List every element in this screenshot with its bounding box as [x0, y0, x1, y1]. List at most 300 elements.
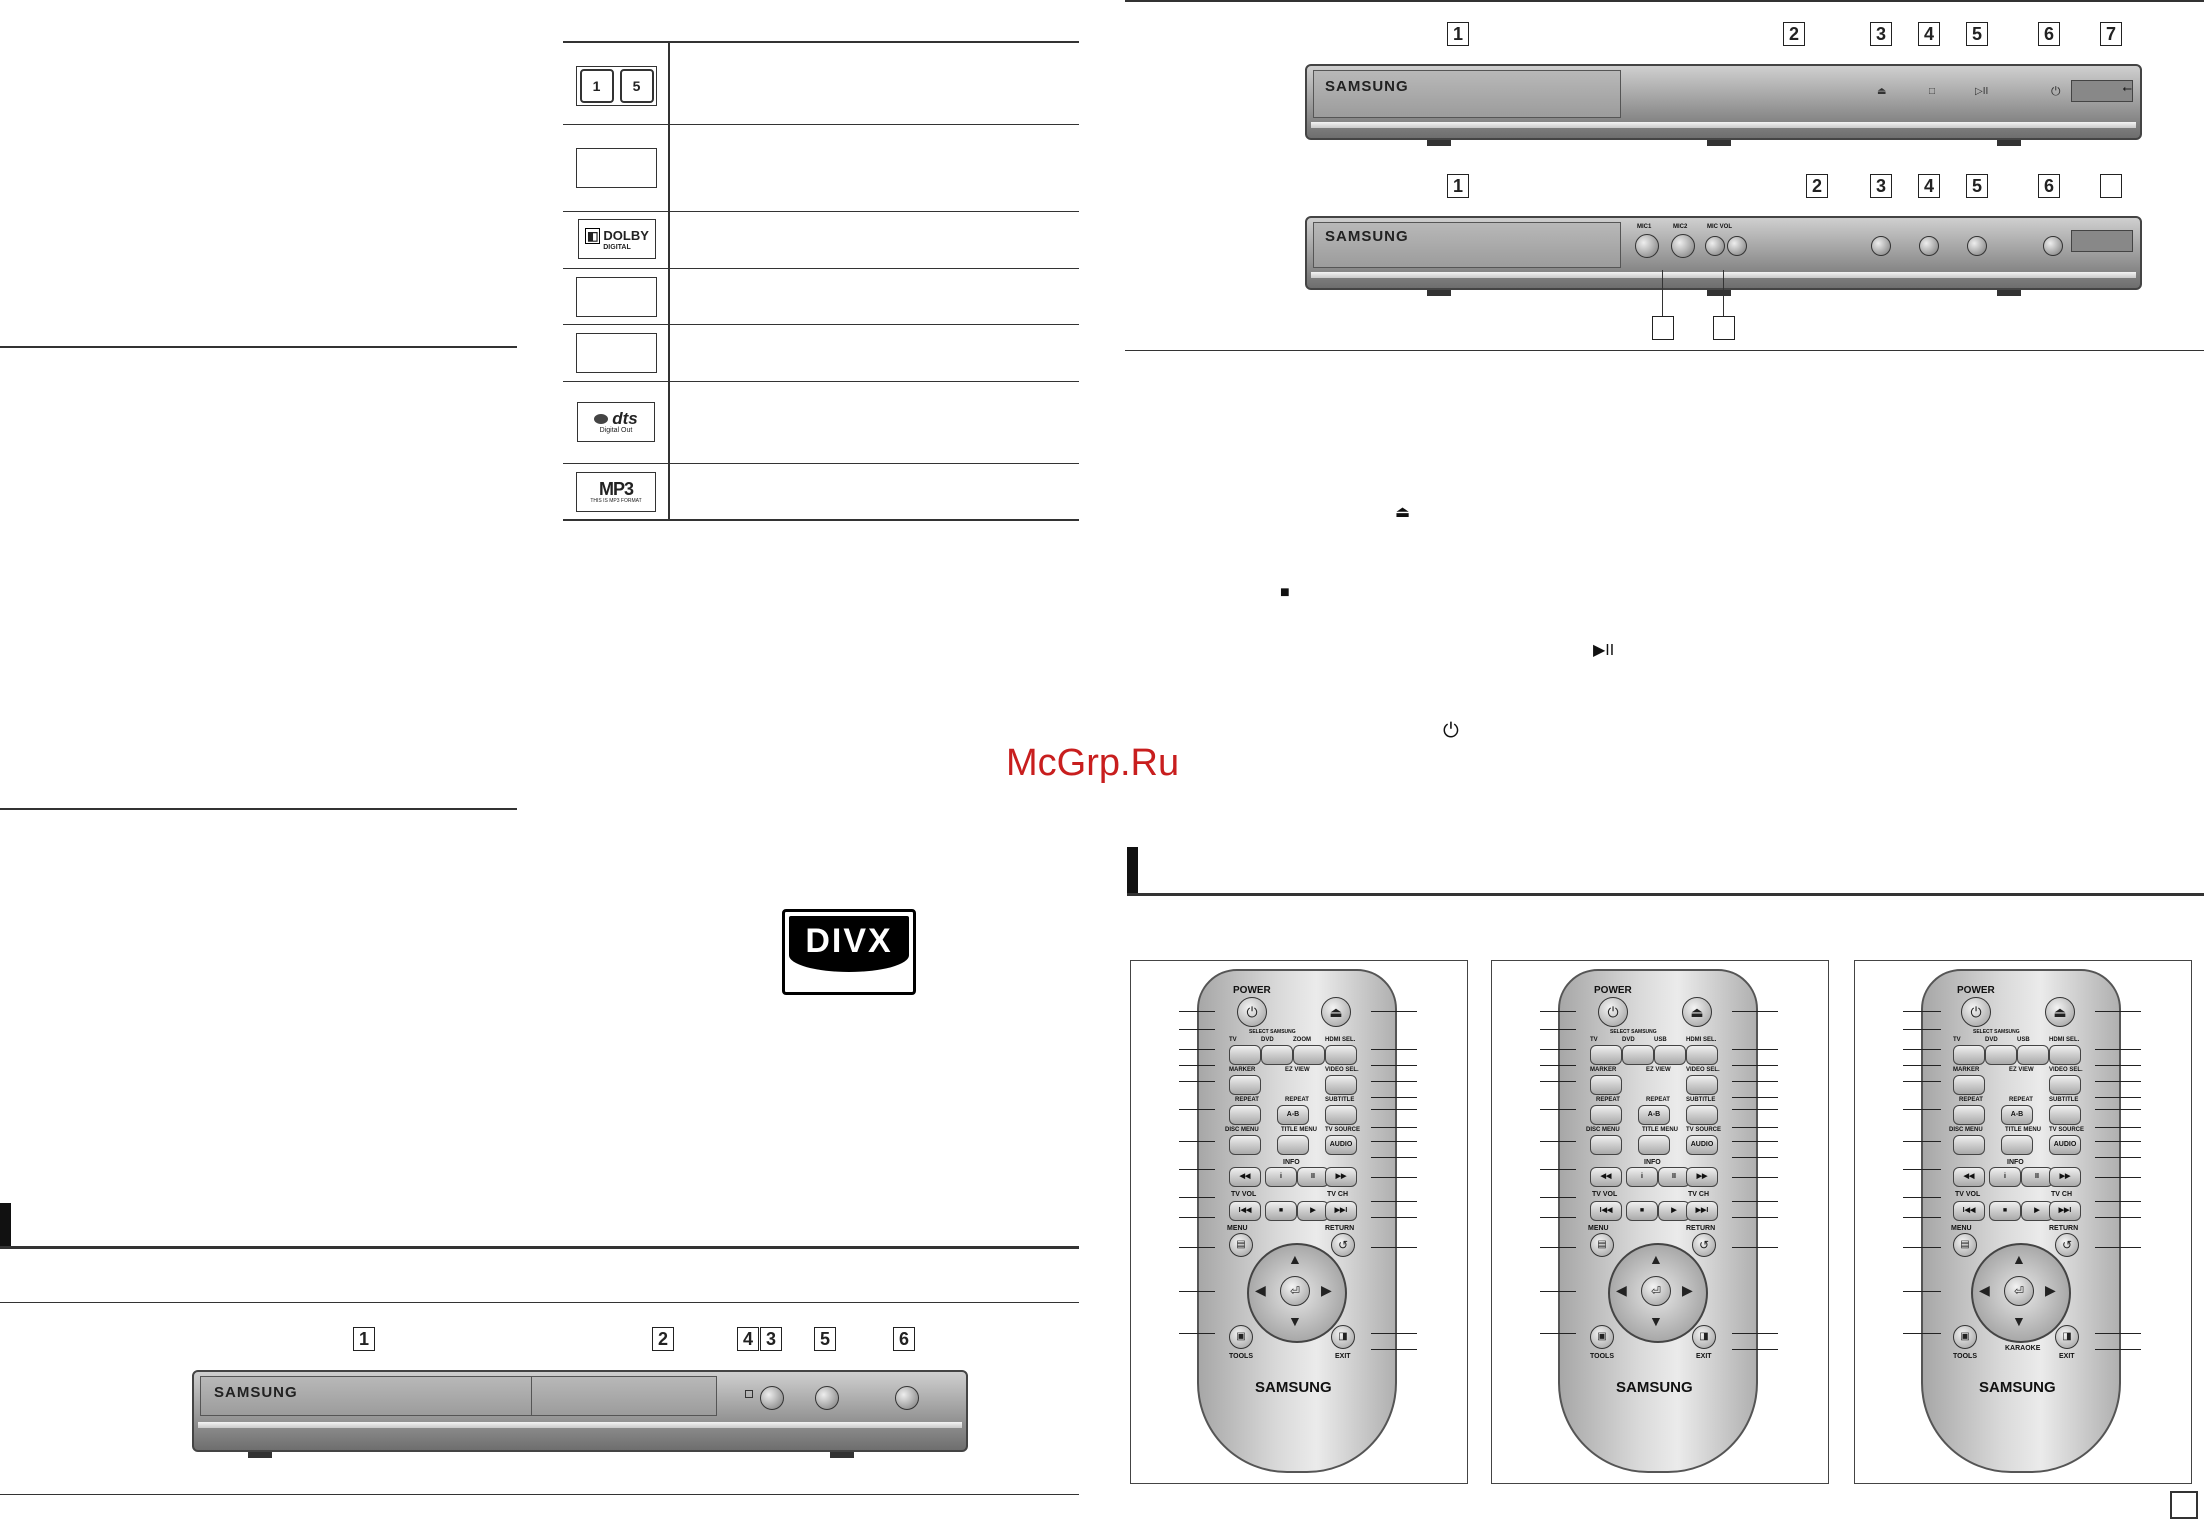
- enter-button[interactable]: ⏎: [1641, 1276, 1671, 1306]
- mp3-text: MP3: [598, 479, 633, 499]
- callout-leader: [1540, 1065, 1576, 1066]
- callout-leader: [1179, 1247, 1215, 1248]
- top-rule-right: [1125, 0, 2204, 2]
- callout-leader: [1732, 1097, 1778, 1098]
- return-button[interactable]: ↺: [1692, 1233, 1716, 1257]
- repeat-button[interactable]: [1953, 1105, 1985, 1125]
- skip-forward-button[interactable]: ▶▶I: [1686, 1201, 1718, 1221]
- brand-label: SAMSUNG: [214, 1384, 298, 1401]
- exit-label: EXIT: [2059, 1353, 2075, 1360]
- region-5-icon: 5: [620, 69, 654, 103]
- row1-label: DVD: [1985, 1037, 1998, 1043]
- rewind-button[interactable]: ◀◀: [1590, 1167, 1622, 1187]
- callout-mid-7-empty: [2100, 174, 2122, 198]
- info-label: INFO: [1283, 1159, 1300, 1166]
- dolby-subtext: DIGITAL: [603, 243, 631, 251]
- callout-mid-3: 3: [1870, 174, 1892, 198]
- arrow-down-icon[interactable]: ▼: [2012, 1313, 2026, 1329]
- row1-label: DVD: [1622, 1037, 1635, 1043]
- power-label: POWER: [1957, 985, 1995, 996]
- eject-button[interactable]: [1871, 236, 1891, 256]
- row2-label: VIDEO SEL.: [1325, 1067, 1359, 1073]
- brand-label: SAMSUNG: [1325, 228, 1409, 245]
- usb-port-icon: [2071, 230, 2133, 252]
- callout-leader: [1179, 1169, 1215, 1170]
- menu-label: MENU: [1951, 1225, 1972, 1232]
- callout-leader: [1903, 1065, 1941, 1066]
- callout-leader: [1903, 1029, 1941, 1030]
- arrow-up-icon[interactable]: ▲: [2012, 1251, 2026, 1267]
- rule-after-players: [1125, 350, 2204, 351]
- callout-leader: [2095, 1049, 2141, 1050]
- power-button[interactable]: [2043, 236, 2063, 256]
- row2-button[interactable]: [1590, 1075, 1622, 1095]
- row1-button[interactable]: [2049, 1045, 2081, 1065]
- row2-button[interactable]: [1686, 1075, 1718, 1095]
- row3-label: SUBTITLE: [2049, 1097, 2079, 1103]
- row2-button[interactable]: [2049, 1075, 2081, 1095]
- callout-leader: [1179, 1029, 1215, 1030]
- callout-top-3: 3: [1870, 22, 1892, 46]
- callout-leader: [1540, 1109, 1576, 1110]
- power-label: POWER: [1594, 985, 1632, 996]
- row1-button[interactable]: [1686, 1045, 1718, 1065]
- callout-leader: [2095, 1081, 2141, 1082]
- play-pause-touch-icon[interactable]: ▷II: [1975, 86, 1989, 97]
- enter-button[interactable]: ⏎: [1280, 1276, 1310, 1306]
- row4-label: DISC MENU: [1586, 1127, 1620, 1133]
- row2-label: MARKER: [1953, 1067, 1980, 1073]
- fast-forward-button[interactable]: ▶▶: [1325, 1167, 1357, 1187]
- callout-leader: [1732, 1177, 1778, 1178]
- divx-logo: [782, 909, 916, 995]
- open-close-button[interactable]: ⏏: [1321, 997, 1351, 1027]
- callout-leader: [1732, 1157, 1778, 1158]
- power-symbol-icon: ⏻: [1443, 720, 1459, 742]
- callout-leader: [1371, 1217, 1417, 1218]
- disc-menu-button[interactable]: [1590, 1135, 1622, 1155]
- exit-label: EXIT: [1335, 1353, 1351, 1360]
- callout-leader: [1903, 1169, 1941, 1170]
- power-button[interactable]: ⏻: [1237, 997, 1267, 1027]
- skip-forward-button[interactable]: ▶▶I: [1325, 1201, 1357, 1221]
- stop-button[interactable]: ■: [1989, 1201, 2021, 1221]
- remote-control-2: [1491, 960, 1829, 1484]
- callout-leader: [2095, 1247, 2141, 1248]
- info-button[interactable]: i: [1626, 1167, 1658, 1187]
- return-button[interactable]: ↺: [1331, 1233, 1355, 1257]
- bottom-rule-left: [0, 1494, 1079, 1495]
- exit-button[interactable]: ◨: [2055, 1325, 2079, 1349]
- eject-button[interactable]: [760, 1386, 784, 1410]
- callout-2: 2: [652, 1327, 674, 1351]
- callout-leader: [2095, 1127, 2141, 1128]
- arrow-left-icon[interactable]: ◀: [1255, 1282, 1266, 1298]
- tools-label: TOOLS: [1229, 1353, 1253, 1360]
- fast-forward-button[interactable]: ▶▶: [2049, 1167, 2081, 1187]
- row2-label: VIDEO SEL.: [1686, 1067, 1720, 1073]
- callout-leader: [1540, 1333, 1576, 1334]
- play-button[interactable]: ▶: [1297, 1201, 1329, 1221]
- blank-logo-1: [576, 148, 657, 188]
- eject-touch-icon[interactable]: ⏏: [1877, 86, 1887, 97]
- callout-3: 3: [760, 1327, 782, 1351]
- section-subrule-left: [0, 1302, 1079, 1303]
- callout-leader: [2095, 1141, 2141, 1142]
- arrow-down-icon[interactable]: ▼: [1288, 1313, 1302, 1329]
- callout-leader: [1732, 1217, 1778, 1218]
- row4-label: TITLE MENU: [1281, 1127, 1317, 1133]
- skip-back-button[interactable]: I◀◀: [1953, 1201, 1985, 1221]
- tools-label: TOOLS: [1953, 1353, 1977, 1360]
- return-label: RETURN: [2049, 1225, 2079, 1232]
- exit-button[interactable]: ◨: [1692, 1325, 1716, 1349]
- row1-button[interactable]: [1654, 1045, 1686, 1065]
- title-menu-button[interactable]: [1638, 1135, 1670, 1155]
- callout-leader: [2095, 1217, 2141, 1218]
- row2-button[interactable]: [1953, 1075, 1985, 1095]
- section-marker-left: [0, 1203, 11, 1248]
- tv-ch-label: TV CH: [1327, 1191, 1348, 1198]
- dts-subtext: Digital Out: [599, 426, 633, 434]
- arrow-right-icon[interactable]: ▶: [1321, 1282, 1332, 1298]
- region-code-logo: [576, 66, 657, 106]
- row1-button[interactable]: [2017, 1045, 2049, 1065]
- mic-vol-label: MIC VOL: [1707, 224, 1732, 230]
- left-divider-1: [0, 346, 517, 348]
- fast-forward-button[interactable]: ▶▶: [1686, 1167, 1718, 1187]
- callout-leader: [1179, 1141, 1215, 1142]
- open-close-button[interactable]: ⏏: [2045, 997, 2075, 1027]
- callout-leader: [1371, 1081, 1417, 1082]
- callout-4: 4: [737, 1327, 759, 1351]
- exit-button[interactable]: ◨: [1331, 1325, 1355, 1349]
- callout-leader: [2095, 1177, 2141, 1178]
- mic-vol-up-button[interactable]: [1727, 236, 1747, 256]
- mp3-subtext: THIS IS MP3 FORMAT: [590, 498, 642, 504]
- arrow-left-icon[interactable]: ◀: [1979, 1282, 1990, 1298]
- info-label: INFO: [1644, 1159, 1661, 1166]
- pause-button[interactable]: II: [2021, 1167, 2053, 1187]
- row1-button[interactable]: [1293, 1045, 1325, 1065]
- callout-leader: [2095, 1097, 2141, 1098]
- callout-leader: [1540, 1169, 1576, 1170]
- dts-disc-icon: [594, 414, 608, 424]
- repeat-ab-button[interactable]: A-B: [2001, 1105, 2033, 1125]
- arrow-up-icon[interactable]: ▲: [1649, 1251, 1663, 1267]
- callout-leader: [1371, 1011, 1417, 1012]
- callout-leader: [1732, 1109, 1778, 1110]
- callout-mid-2: 2: [1806, 174, 1828, 198]
- row4-label: TV SOURCE: [1686, 1127, 1722, 1133]
- subtitle-button[interactable]: [2049, 1105, 2081, 1125]
- arrow-right-icon[interactable]: ▶: [1682, 1282, 1693, 1298]
- callout-mid-4: 4: [1918, 174, 1940, 198]
- callout-leader: [2095, 1109, 2141, 1110]
- callout-top-1: 1: [1447, 22, 1469, 46]
- repeat-button[interactable]: [1229, 1105, 1261, 1125]
- callout-leader: [1371, 1049, 1417, 1050]
- row3-label: REPEAT: [1596, 1097, 1620, 1103]
- callout-leader: [1179, 1197, 1215, 1198]
- tools-label: TOOLS: [1590, 1353, 1614, 1360]
- row2-label: EZ VIEW: [1285, 1067, 1310, 1073]
- play-button[interactable]: ▶: [1658, 1201, 1690, 1221]
- callout-leader: [1903, 1197, 1941, 1198]
- mic1-jack[interactable]: [1635, 234, 1659, 258]
- mic2-label: MIC2: [1673, 224, 1688, 230]
- callout-leader: [1732, 1011, 1778, 1012]
- mic-vol-down-button[interactable]: [1705, 236, 1725, 256]
- karaoke-label: KARAOKE: [2005, 1345, 2041, 1352]
- audio-button[interactable]: AUDIO: [2049, 1135, 2081, 1155]
- row1-label: USB: [1654, 1037, 1667, 1043]
- dolby-digital-logo: [578, 219, 656, 259]
- callout-5: 5: [814, 1327, 836, 1351]
- tools-button[interactable]: ▣: [1229, 1325, 1253, 1349]
- tv-ch-label: TV CH: [1688, 1191, 1709, 1198]
- callout-leader: [1371, 1157, 1417, 1158]
- callout-leader: [1540, 1029, 1576, 1030]
- callout-leader: [1179, 1109, 1215, 1110]
- row4-label: TITLE MENU: [1642, 1127, 1678, 1133]
- callout-leader: [1732, 1141, 1778, 1142]
- mp3-logo: [576, 472, 656, 512]
- divx-text: DIVX: [805, 922, 893, 960]
- section-marker-right: [1127, 847, 1138, 894]
- callout-leader: [1371, 1177, 1417, 1178]
- left-divider-2: [0, 808, 517, 810]
- standby-indicator-icon: [745, 1390, 753, 1398]
- stop-button[interactable]: ■: [1626, 1201, 1658, 1221]
- dts-text: dts: [612, 408, 638, 428]
- callout-leader: [1903, 1247, 1941, 1248]
- page-number-box: [2170, 1491, 2198, 1519]
- callout-mid-5: 5: [1966, 174, 1988, 198]
- remote-control-3: [1854, 960, 2192, 1484]
- dolby-dd-icon: ◧: [587, 228, 599, 243]
- callout-leader: [1371, 1349, 1417, 1350]
- callout-leader: [1371, 1127, 1417, 1128]
- row1-button[interactable]: [1325, 1045, 1357, 1065]
- power-button[interactable]: ⏻: [1598, 997, 1628, 1027]
- select-samsung-label: SELECT SAMSUNG: [1610, 1029, 1657, 1035]
- row2-button[interactable]: [1229, 1075, 1261, 1095]
- callout-top-6: 6: [2038, 22, 2060, 46]
- callout-leader: [1903, 1141, 1941, 1142]
- skip-forward-button[interactable]: ▶▶I: [2049, 1201, 2081, 1221]
- row3-label: REPEAT: [2009, 1097, 2033, 1103]
- info-button[interactable]: i: [1989, 1167, 2021, 1187]
- remote-brand: SAMSUNG: [1255, 1379, 1332, 1396]
- row3-label: SUBTITLE: [1686, 1097, 1716, 1103]
- row1-label: TV: [1229, 1037, 1237, 1043]
- callout-leader: [1179, 1065, 1215, 1066]
- dolby-text: DOLBY: [603, 228, 649, 243]
- return-label: RETURN: [1686, 1225, 1716, 1232]
- audio-button[interactable]: AUDIO: [1325, 1135, 1357, 1155]
- usb-port-icon: ⭠: [2071, 80, 2133, 102]
- row1-button[interactable]: [1261, 1045, 1293, 1065]
- play-pause-symbol-icon: ▶II: [1593, 642, 1615, 659]
- subtitle-button[interactable]: [1325, 1105, 1357, 1125]
- repeat-button[interactable]: [1590, 1105, 1622, 1125]
- callout-top-4: 4: [1918, 22, 1940, 46]
- row3-label: SUBTITLE: [1325, 1097, 1355, 1103]
- disc-menu-button[interactable]: [1229, 1135, 1261, 1155]
- callout-leader: [2095, 1157, 2141, 1158]
- menu-button[interactable]: ▤: [1590, 1233, 1614, 1257]
- menu-button[interactable]: ▤: [1229, 1233, 1253, 1257]
- subtitle-button[interactable]: [1686, 1105, 1718, 1125]
- remote-control-1: [1130, 960, 1468, 1484]
- callout-leader: [1371, 1109, 1417, 1110]
- watermark: McGrp.Ru: [1006, 742, 1180, 784]
- callout-leader: [1732, 1081, 1778, 1082]
- callout-leader: [1903, 1291, 1941, 1292]
- callout-leader: [1371, 1201, 1417, 1202]
- stop-button[interactable]: ■: [1265, 1201, 1297, 1221]
- callout-leader: [1732, 1333, 1778, 1334]
- row3-label: REPEAT: [1285, 1097, 1309, 1103]
- play-pause-button[interactable]: [1967, 236, 1987, 256]
- select-samsung-label: SELECT SAMSUNG: [1973, 1029, 2020, 1035]
- tv-vol-label: TV VOL: [1592, 1191, 1618, 1198]
- row3-label: REPEAT: [1646, 1097, 1670, 1103]
- callout-leader: [1540, 1081, 1576, 1082]
- title-menu-button[interactable]: [2001, 1135, 2033, 1155]
- skip-back-button[interactable]: I◀◀: [1590, 1201, 1622, 1221]
- blank-logo-3: [576, 333, 657, 373]
- callout-leader: [2095, 1201, 2141, 1202]
- enter-button[interactable]: ⏎: [2004, 1276, 2034, 1306]
- callout-leader: [1179, 1049, 1215, 1050]
- info-button[interactable]: i: [1265, 1167, 1297, 1187]
- row1-label: ZOOM: [1293, 1037, 1311, 1043]
- callout-leader: [1903, 1011, 1941, 1012]
- stop-button[interactable]: [1919, 236, 1939, 256]
- arrow-down-icon[interactable]: ▼: [1649, 1313, 1663, 1329]
- eject-symbol-icon: ⏏: [1395, 504, 1411, 521]
- arrow-right-icon[interactable]: ▶: [2045, 1282, 2056, 1298]
- stop-touch-icon[interactable]: □: [1929, 86, 1936, 97]
- repeat-ab-button[interactable]: A-B: [1638, 1105, 1670, 1125]
- callout-leader: [1540, 1197, 1576, 1198]
- row1-button[interactable]: [1229, 1045, 1261, 1065]
- callout-leader: [1540, 1011, 1576, 1012]
- info-label: INFO: [2007, 1159, 2024, 1166]
- row4-label: DISC MENU: [1225, 1127, 1259, 1133]
- skip-back-button[interactable]: I◀◀: [1229, 1201, 1261, 1221]
- callout-leader: [2095, 1349, 2141, 1350]
- callout-leader: [1371, 1333, 1417, 1334]
- tv-vol-label: TV VOL: [1955, 1191, 1981, 1198]
- tools-button[interactable]: ▣: [1590, 1325, 1614, 1349]
- row1-button[interactable]: [1985, 1045, 2017, 1065]
- audio-button[interactable]: AUDIO: [1686, 1135, 1718, 1155]
- row2-label: MARKER: [1229, 1067, 1256, 1073]
- callout-leader: [1903, 1109, 1941, 1110]
- power-button[interactable]: ⏻: [1961, 997, 1991, 1027]
- repeat-ab-button[interactable]: A-B: [1277, 1105, 1309, 1125]
- callout-leader: [1179, 1291, 1215, 1292]
- arrow-up-icon[interactable]: ▲: [1288, 1251, 1302, 1267]
- exit-label: EXIT: [1696, 1353, 1712, 1360]
- pause-button[interactable]: II: [1658, 1167, 1690, 1187]
- callout-leader: [1732, 1127, 1778, 1128]
- row1-label: HDMI SEL.: [1325, 1037, 1356, 1043]
- callout-leader: [1903, 1333, 1941, 1334]
- menu-button[interactable]: ▤: [1953, 1233, 1977, 1257]
- row2-label: EZ VIEW: [1646, 1067, 1671, 1073]
- row2-button[interactable]: [1325, 1075, 1357, 1095]
- row1-button[interactable]: [1590, 1045, 1622, 1065]
- callout-leader: [1540, 1049, 1576, 1050]
- power-label: POWER: [1233, 985, 1271, 996]
- callout-leader: [1903, 1081, 1941, 1082]
- callout-leader: [1371, 1247, 1417, 1248]
- callout-leader: [1732, 1049, 1778, 1050]
- remote-brand: SAMSUNG: [1616, 1379, 1693, 1396]
- disc-menu-button[interactable]: [1953, 1135, 1985, 1155]
- power-touch-icon[interactable]: ⏻: [2051, 84, 2061, 98]
- menu-label: MENU: [1588, 1225, 1609, 1232]
- tv-vol-label: TV VOL: [1231, 1191, 1257, 1198]
- row1-label: HDMI SEL.: [2049, 1037, 2080, 1043]
- row1-button[interactable]: [1622, 1045, 1654, 1065]
- row3-label: REPEAT: [1959, 1097, 1983, 1103]
- stop-symbol-icon: ■: [1280, 584, 1290, 601]
- callout-mid-6: 6: [2038, 174, 2060, 198]
- open-close-button[interactable]: ⏏: [1682, 997, 1712, 1027]
- remote-brand: SAMSUNG: [1979, 1379, 2056, 1396]
- row1-label: HDMI SEL.: [1686, 1037, 1717, 1043]
- select-samsung-label: SELECT SAMSUNG: [1249, 1029, 1296, 1035]
- callout-leader: [1371, 1097, 1417, 1098]
- blank-logo-2: [576, 277, 657, 317]
- callout-leader: [1540, 1141, 1576, 1142]
- rewind-button[interactable]: ◀◀: [1229, 1167, 1261, 1187]
- pause-button[interactable]: II: [1297, 1167, 1329, 1187]
- callout-leader: [1179, 1081, 1215, 1082]
- callout-1: 1: [353, 1327, 375, 1351]
- power-button[interactable]: [895, 1386, 919, 1410]
- callout-leader: [1732, 1247, 1778, 1248]
- mic2-jack[interactable]: [1671, 234, 1695, 258]
- callout-leader: [1540, 1217, 1576, 1218]
- arrow-left-icon[interactable]: ◀: [1616, 1282, 1627, 1298]
- callout-leader: [2095, 1011, 2141, 1012]
- title-menu-button[interactable]: [1277, 1135, 1309, 1155]
- callout-leader: [1903, 1217, 1941, 1218]
- callout-leader: [1179, 1011, 1215, 1012]
- return-button[interactable]: ↺: [2055, 1233, 2079, 1257]
- callout-leader: [1540, 1247, 1576, 1248]
- callout-leader: [1732, 1065, 1778, 1066]
- callout-micvol-empty: [1713, 316, 1735, 340]
- callout-mid-1: 1: [1447, 174, 1469, 198]
- brand-label: SAMSUNG: [1325, 78, 1409, 95]
- row2-label: EZ VIEW: [2009, 1067, 2034, 1073]
- play-button[interactable]: ▶: [2021, 1201, 2053, 1221]
- play-pause-button[interactable]: [815, 1386, 839, 1410]
- mic1-label: MIC1: [1637, 224, 1652, 230]
- menu-label: MENU: [1227, 1225, 1248, 1232]
- tools-button[interactable]: ▣: [1953, 1325, 1977, 1349]
- rewind-button[interactable]: ◀◀: [1953, 1167, 1985, 1187]
- row2-label: VIDEO SEL.: [2049, 1067, 2083, 1073]
- row1-button[interactable]: [1953, 1045, 1985, 1065]
